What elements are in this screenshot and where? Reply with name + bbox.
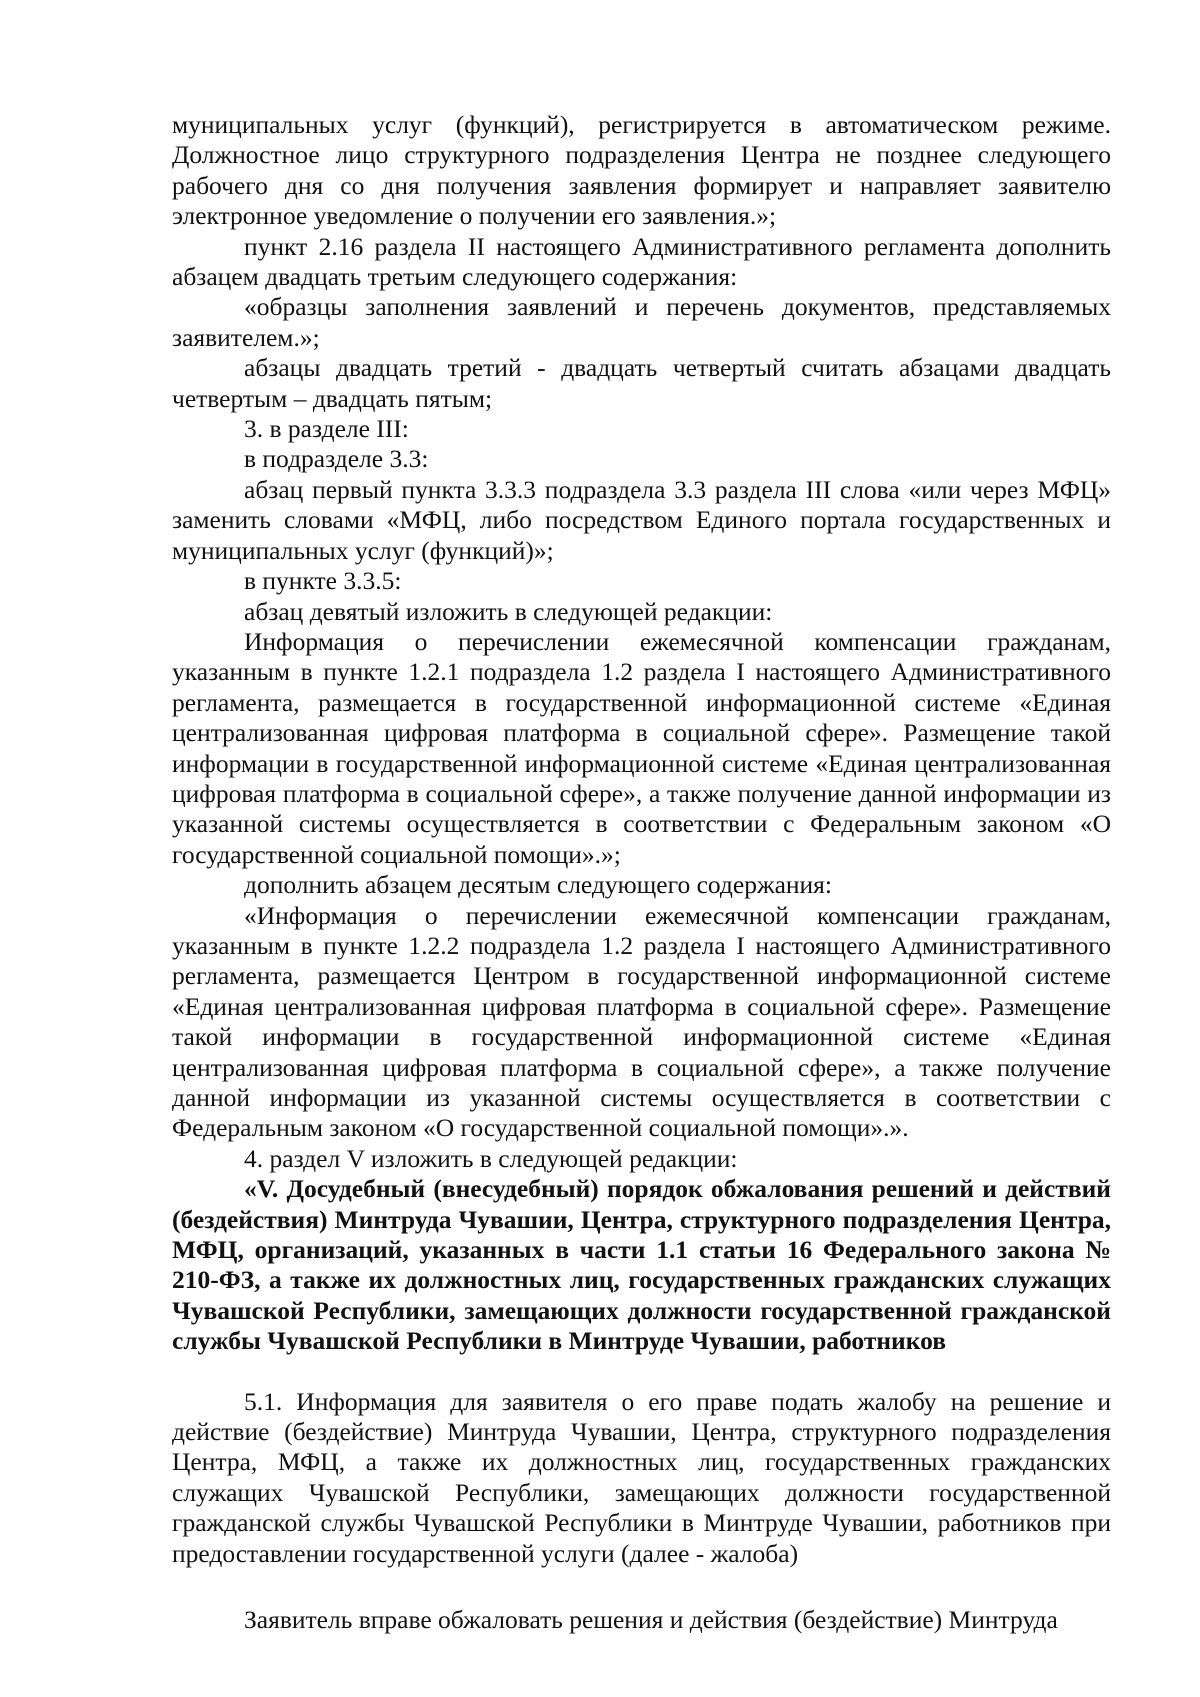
paragraph-2-16-amendment: пункт 2.16 раздела II настоящего Административного регламента дополнить абзацем двадцать третьим следующего содержания: (172, 231, 1111, 292)
paragraph-section-5: 4. раздел V изложить в следующей редакции: (244, 1143, 738, 1173)
paragraph-renumbering: абзацы двадцать третий - двадцать четвертый считать абзацами двадцать четвертым – двадцать пятым; (172, 353, 1111, 413)
paragraph-3-3-3-amendment: абзац первый пункта 3.3.3 подраздела 3.3 раздела III слова «или через МФЦ» заменить словами «МФЦ, либо посредством Единого портала государственных и муниципальных услуг (функций)»; (172, 474, 1111, 565)
paragraph-subsection-3-3: в подразделе 3.3: (244, 444, 429, 474)
paragraph-continuation: муниципальных услуг (функций), регистрируется в автоматическом режиме. Должностное лицо структурного подразделения Центра не позднее следующего рабочего дня со дня получения заявления формирует и направляет заявителю электронное уведомление о получении его заявления.»; (172, 110, 1111, 231)
paragraph-info-1-2-1: Информация о перечислении ежемесячной компенсации гражданам, указанным в пункте 1.2.1 подраздела 1.2 раздела I настоящего Административного регламента, размещается в государственной информационной системе «Единая централизованная цифровая платформа в социальной сфере». Размещение такой информации в государственной информационной системе «Единая централизованная цифровая платформа в социальной сфере», а также получение данной информации из указанной системы осуществляется в соответствии с Федеральным законом «О государственной социальной помощи».»; (172, 626, 1111, 869)
paragraph-samples-quote: «образцы заполнения заявлений и перечень документов, представляемых заявителем.»; (172, 292, 1111, 352)
paragraph-3-3-5: в пункте 3.3.5: (244, 566, 402, 596)
paragraph-add-tenth-abzac: дополнить абзацем десятым следующего содержания: (244, 870, 832, 900)
paragraph-5-1: 5.1. Информация для заявителя о его праве подать жалобу на решение и действие (бездействие) Минтруда Чувашии, Центра, структурного подразделения Центра, МФЦ, а также их должностных лиц, государственных гражданских служащих Чувашской Республики, замещающих должности государственной гражданской службы Чувашской Республики в Минтруде Чувашии, работников при предоставлении государственной услуги (далее - жалоба) (172, 1386, 1111, 1568)
section-5-heading: «V. Досудебный (внесудебный) порядок обжалования решений и действий (бездействия) Минтруда Чувашии, Центра, структурного подразделения Центра, МФЦ, организаций, указанных в части 1.1 статьи 16 Федерального закона № 210-ФЗ, а также их должностных лиц, государственных гражданских служащих Чувашской Республики, замещающих должности государственной гражданской службы Чувашской Республики в Минтруде Чувашии, работников (172, 1174, 1111, 1356)
document-body (172, 110, 1111, 1636)
paragraph-ninth-abzac: абзац девятый изложить в следующей редакции: (244, 596, 773, 626)
paragraph-applicant-right: Заявитель вправе обжаловать решения и действия (бездействие) Минтруда (244, 1605, 1058, 1635)
paragraph-section-3: 3. в разделе III: (244, 414, 409, 444)
paragraph-info-1-2-2: «Информация о перечислении ежемесячной компенсации гражданам, указанным в пункте 1.2.2 подраздела 1.2 раздела I настоящего Административного регламента, размещается Центром в государственной информационной системе «Единая централизованная цифровая платформа в социальной сфере». Размещение такой информации в государственной информационной системе «Единая централизованная цифровая платформа в социальной сфере», а также получение данной информации из указанной системы осуществляется в соответствии с Федеральным законом «О государственной социальной помощи».». (172, 900, 1111, 1143)
